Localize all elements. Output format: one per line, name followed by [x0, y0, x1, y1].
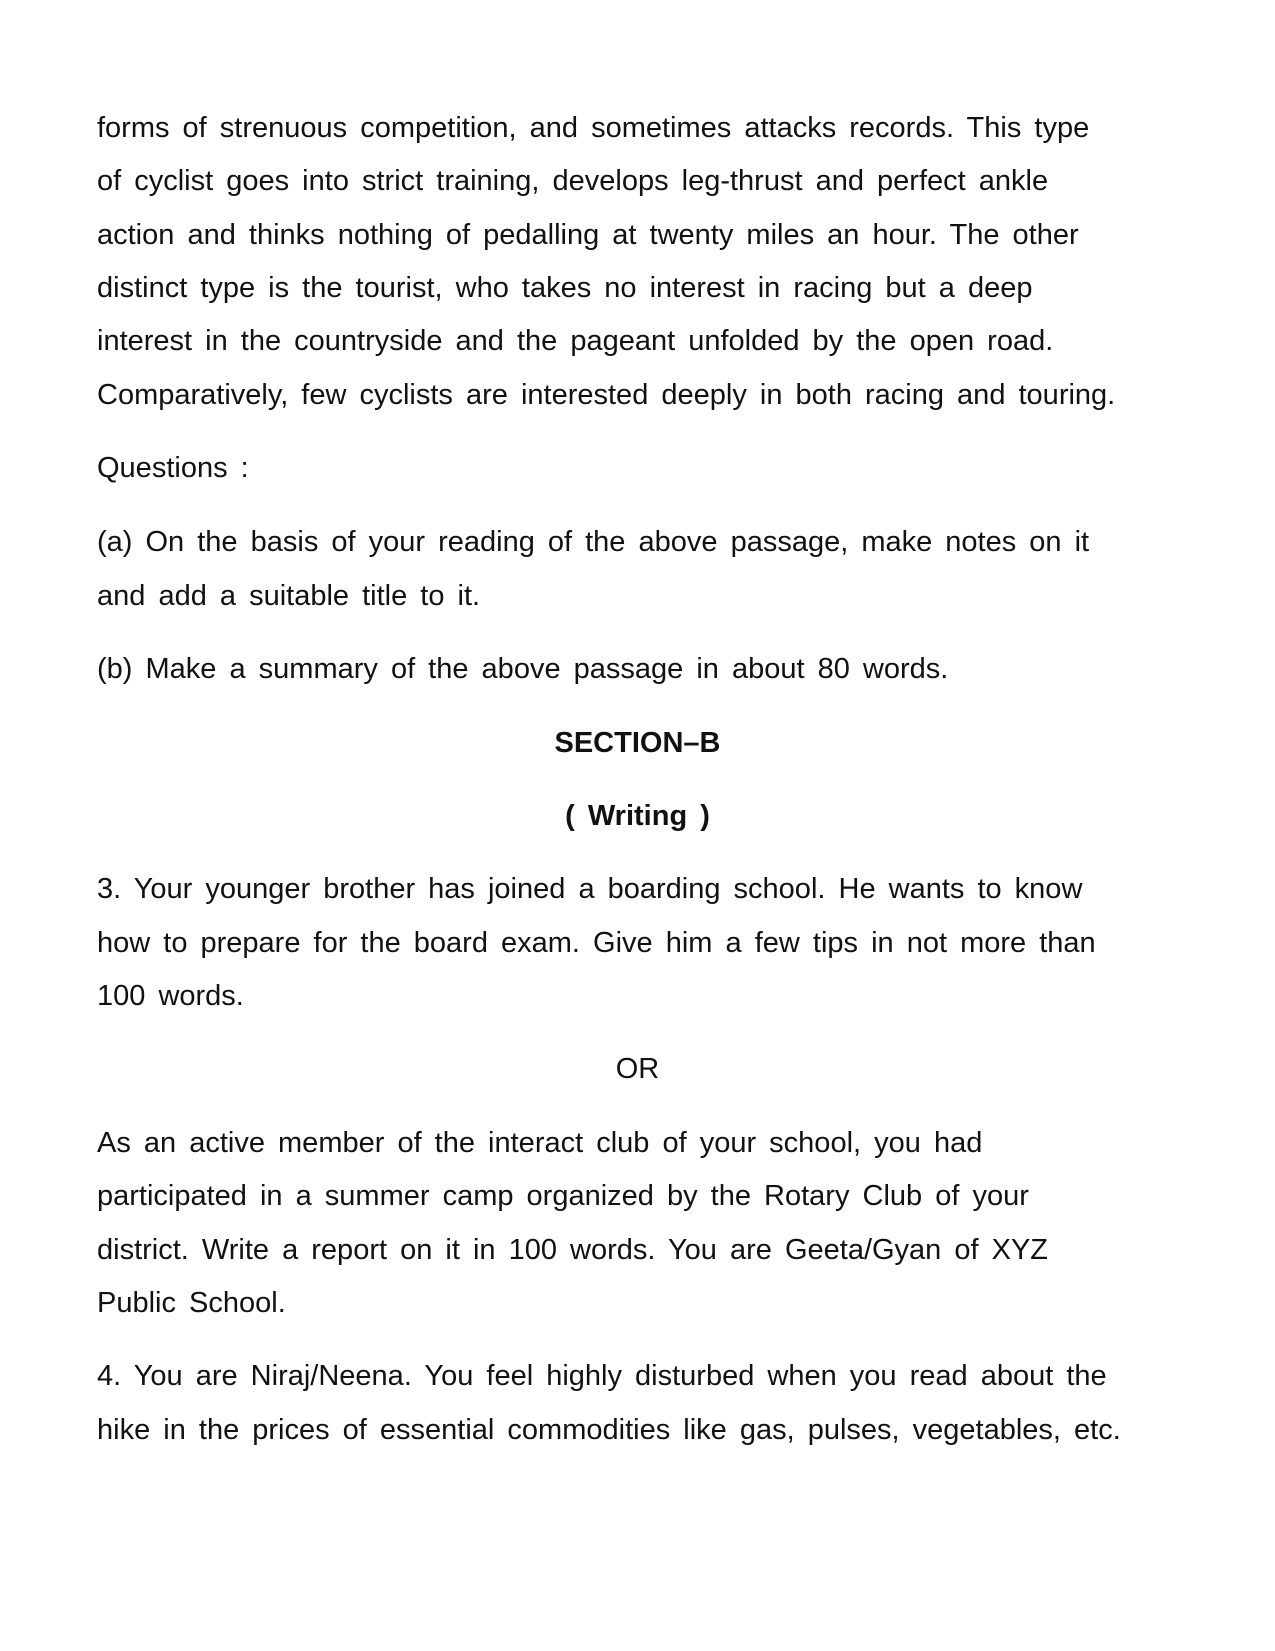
question-3-alt-line-4: Public School. — [97, 1287, 286, 1319]
section-b-title: SECTION–B — [554, 727, 721, 759]
question-3-alt-line-1: As an active member of the interact club of your school, you had — [97, 1127, 983, 1159]
passage-line-3: action and thinks nothing of pedalling at twenty miles an hour. The other — [97, 219, 1079, 251]
passage-line-4: distinct type is the tourist, who takes no interest in racing but a deep — [97, 272, 1033, 304]
question-4-line-1: 4. You are Niraj/Neena. You feel highly disturbed when you read about the — [97, 1360, 1107, 1392]
question-3-line-1: 3. Your younger brother has joined a boarding school. He wants to know — [97, 873, 1083, 905]
or-separator: OR — [615, 1053, 660, 1085]
question-a-line-1: (a) On the basis of your reading of the above passage, make notes on it — [97, 526, 1090, 558]
passage-line-2: of cyclist goes into strict training, develops leg-thrust and perfect ankle — [97, 165, 1049, 197]
question-4-line-2: hike in the prices of essential commodities like gas, pulses, vegetables, etc. — [97, 1414, 1121, 1446]
question-3-alt-line-3: district. Write a report on it in 100 words. You are Geeta/Gyan of XYZ — [97, 1234, 1049, 1266]
passage-line-6: Comparatively, few cyclists are interested deeply in both racing and touring. — [97, 379, 1116, 411]
question-a-line-2: and add a suitable title to it. — [97, 580, 481, 612]
passage-line-5: interest in the countryside and the pageant unfolded by the open road. — [97, 325, 1054, 357]
question-3-line-3: 100 words. — [97, 980, 244, 1012]
question-3-alt-line-2: participated in a summer camp organized by the Rotary Club of your — [97, 1180, 1029, 1212]
question-b-line: (b) Make a summary of the above passage in about 80 words. — [97, 653, 949, 685]
question-3-line-2: how to prepare for the board exam. Give him a few tips in not more than — [97, 927, 1096, 959]
section-b-subtitle: ( Writing ) — [565, 800, 710, 832]
passage-line-1: forms of strenuous competition, and sometimes attacks records. This type — [97, 112, 1090, 144]
questions-heading: Questions : — [97, 452, 249, 484]
